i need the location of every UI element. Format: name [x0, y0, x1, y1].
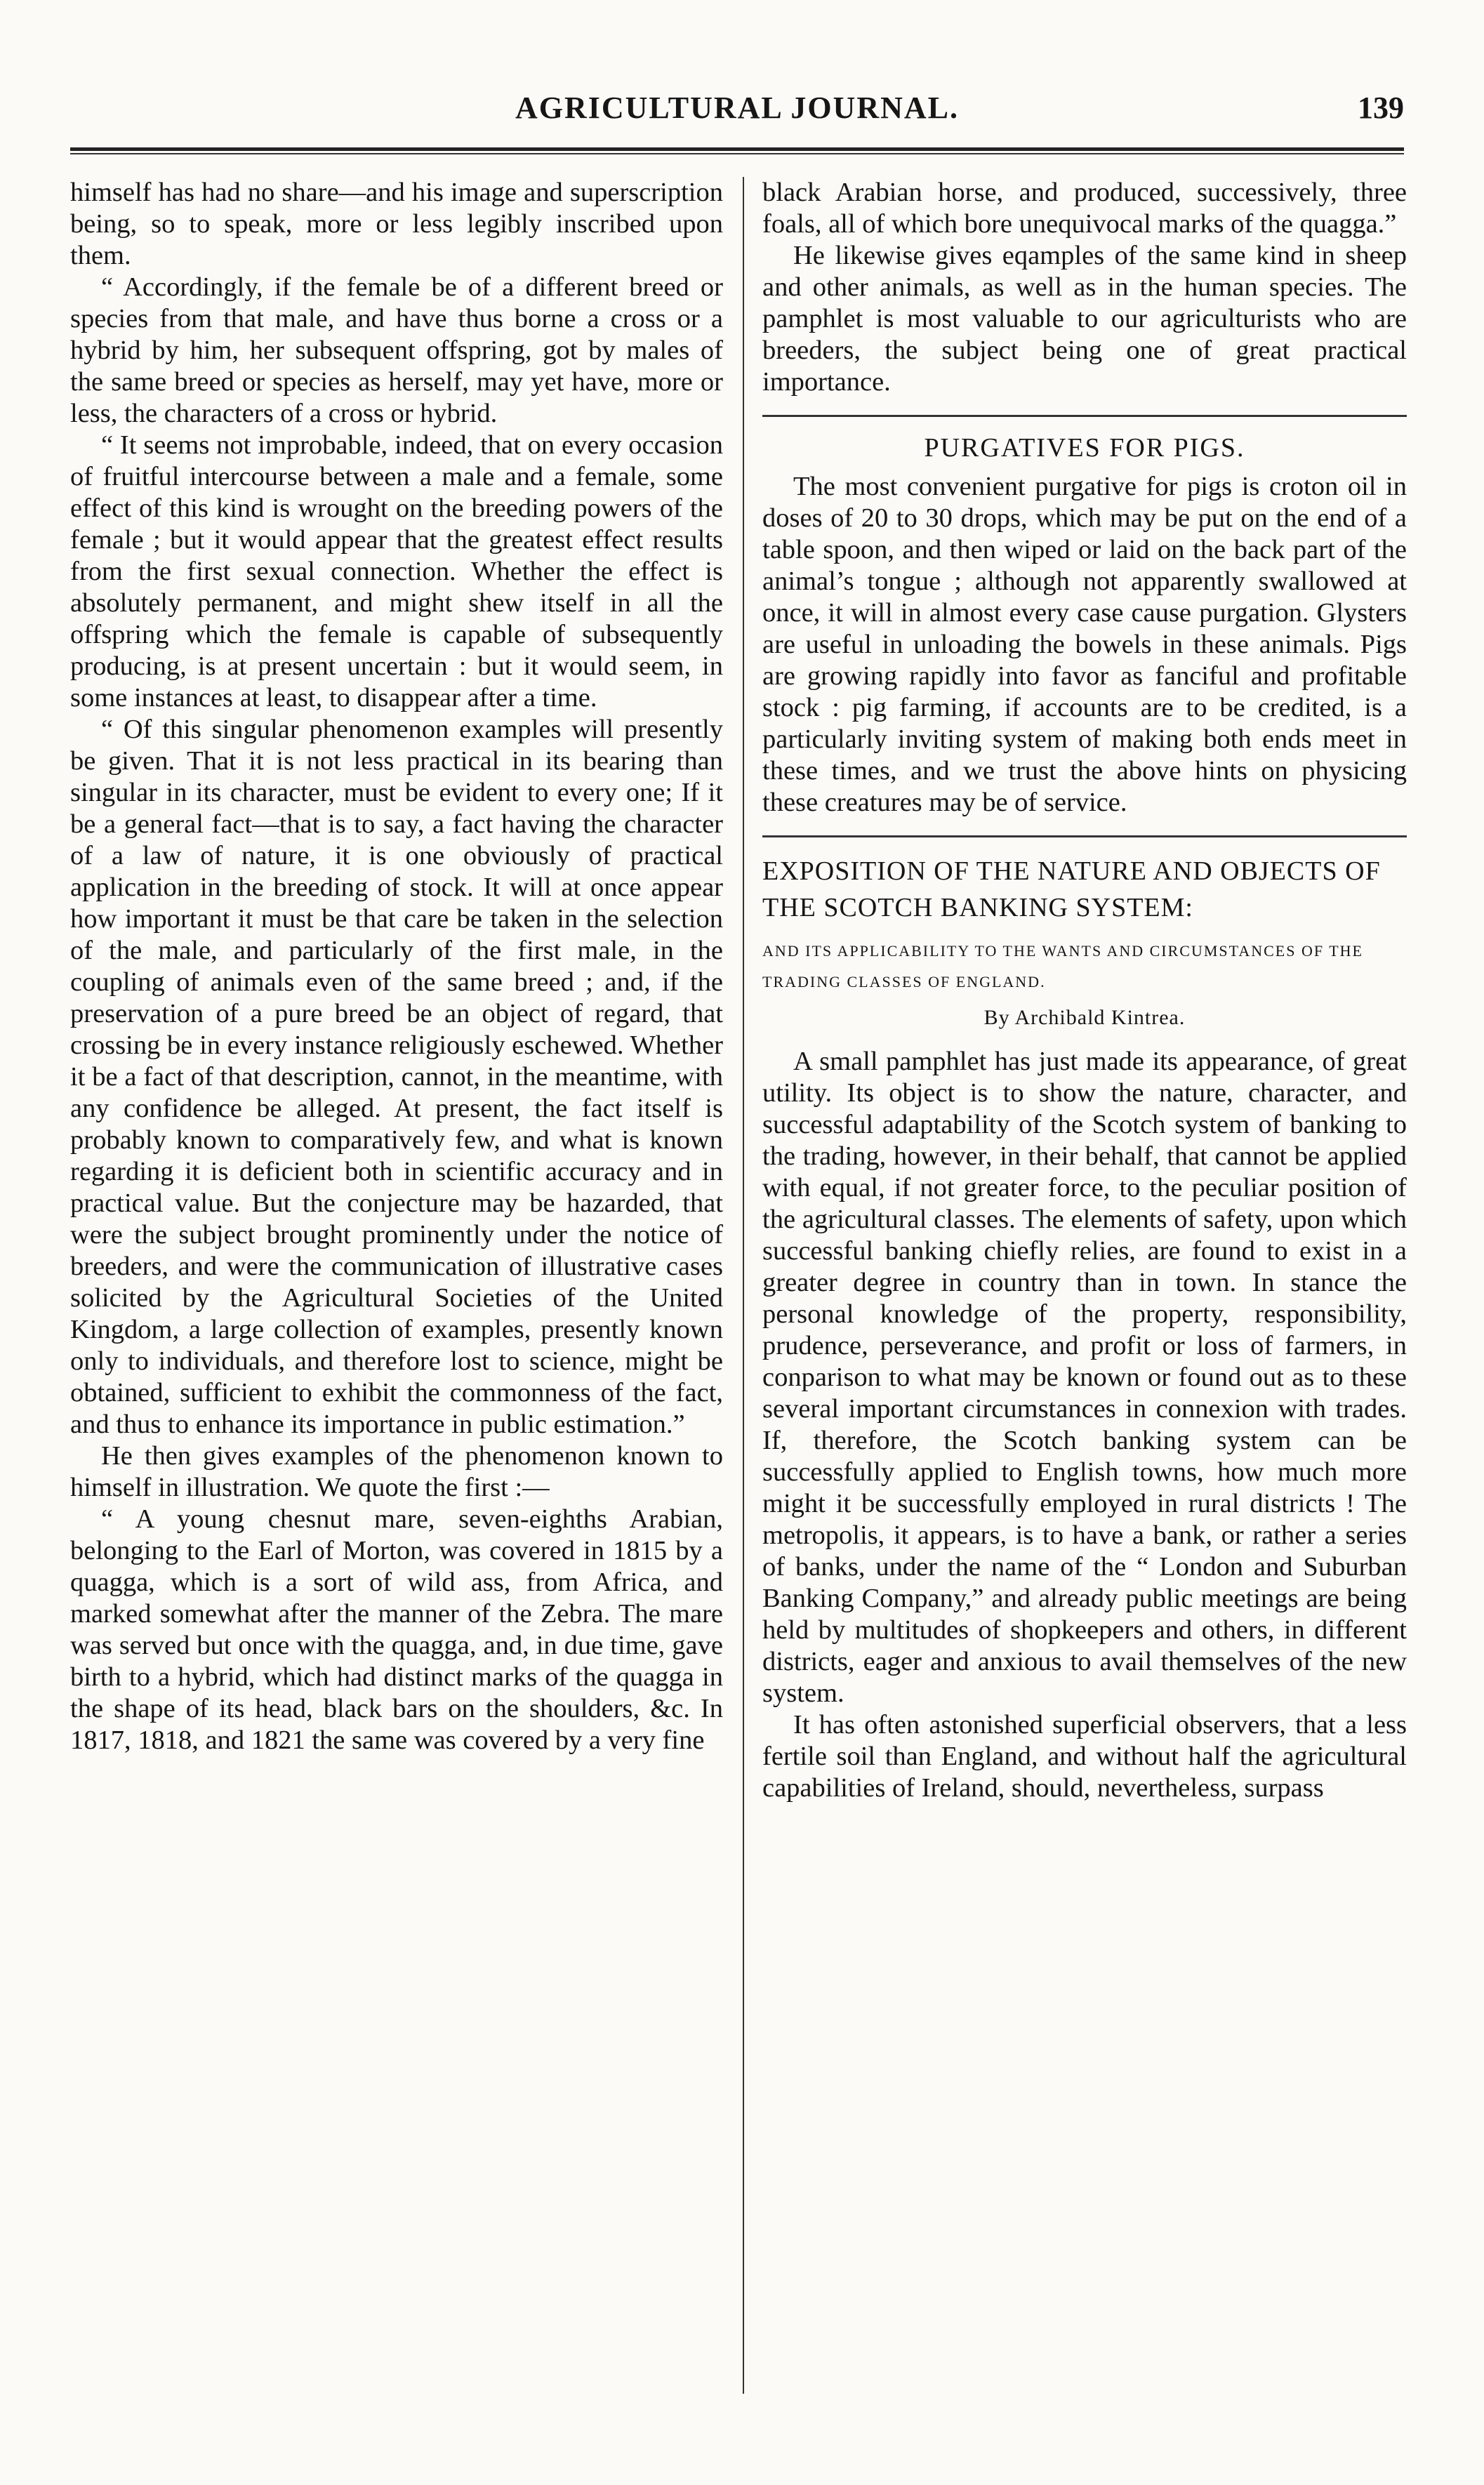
author-byline: By Archibald Kintrea. [983, 1006, 1186, 1029]
paragraph: A small pamphlet has just made its appearance, of great utility. Its object is to show the nature, character, and successful adaptability of the Scotch system of banking to the trading, however, in their behalf, that cannot be applied with equal, if not greater force, to the peculiar position of the agricultural classes. The elements of safety, upon which successful banking chiefly relies, are found to exist in a greater degree in country than in town. In stance the personal knowledge of the property, responsibility, prudence, perseverance, and profit or loss of farmers, in conparison to what may be known or found out as to these several important circumstances in connexion with trades. If, therefore, the Scotch banking system can be successfully applied to English towns, how much more might it be successfully employed in rural districts ! The metropolis, it appears, is to have a bank, or rather a series of banks, under the name of the “ London and Suburban Banking Company,” and already public meetings are being held by multitudes of shopkeepers and others, in different districts, eager and anxious to avail themselves of the new system. [762, 1047, 1407, 1708]
section-title-banking: EXPOSITION OF THE NATURE AND OBJECTS OF THE SCOTCH BANKING SYSTEM: [762, 856, 1381, 922]
journal-title: AGRICULTURAL JOURNAL. [515, 91, 960, 125]
right-column [762, 177, 1407, 2380]
paragraph: “ A young chesnut mare, seven-eighths Arabian, belonging to the Earl of Morton, was covered in 1815 by a quagga, which is a sort of wild ass, from Africa, and marked somewhat after the manner of the Zebra. The mare was served but once with the quagga, and, in due time, gave birth to a hybrid, which had distinct marks of the quagga in the shape of its head, black bars on the shoulders, &c. In 1817, 1818, and 1821 the same was covered by a very fine [70, 1504, 723, 1755]
header-rule-thin [70, 153, 1404, 154]
paragraph: “ It seems not improbable, indeed, that on every occasion of fruitful intercourse between a male and a female, some effect of this kind is wrought on the breeding powers of the female ; but it would appear that the greatest effect results from the first sexual connection. Whether the effect is absolutely permanent, and might shew itself in all the offspring which the female is capable of subsequently producing, is at present uncertain : but it would seem, in some instances at least, to disappear after a time. [70, 430, 723, 713]
left-column [70, 177, 723, 2380]
paragraph: He likewise gives eqamples of the same kind in sheep and other animals, as well as in the human species. The pamphlet is most valuable to our agriculturists who are breeders, the subject being one of great practical importance. [762, 241, 1407, 397]
section-subtitle: AND ITS APPLICABILITY TO THE WANTS AND CIRCUMSTANCES OF THE TRADING CLASSES OF ENGLAND. [762, 942, 1363, 990]
paragraph: himself has had no share—and his image and superscription being, so to speak, more or less legibly inscribed upon them. [70, 178, 723, 270]
section-rule [762, 415, 1407, 417]
section-rule [762, 835, 1407, 837]
paragraph: “ Accordingly, if the female be of a different breed or species from that male, and have thus borne a cross or a hybrid by him, her subsequent offspring, got by males of the same breed or species as herself, may yet have, more or less, the characters of a cross or hybrid. [70, 272, 723, 428]
paragraph: He then gives examples of the phenomenon known to himself in illustration. We quote the first :— [70, 1441, 723, 1502]
paragraph: It has often astonished superficial observers, that a less fertile soil than England, and without half the agricultural capabilities of Ireland, should, nevertheless, surpass [762, 1710, 1407, 1803]
page-number: 139 [1358, 91, 1404, 125]
paragraph: The most convenient purgative for pigs is croton oil in doses of 20 to 30 drops, which may be put on the end of a table spoon, and then wiped or laid on the back part of the animal’s tongue ; although not apparently swallowed at once, it will in almost every case cause purgation. Glysters are useful in unloading the bowels in these animals. Pigs are growing rapidly into favor as fanciful and profitable stock : pig farming, if accounts are to be credited, is a particularly inviting system of making both ends meet in these times, and we trust the above hints on physicing these creatures may be of service. [762, 472, 1407, 817]
running-header [70, 90, 1404, 135]
section-title-purgatives: PURGATIVES FOR PIGS. [924, 433, 1245, 463]
paragraph: “ Of this singular phenomenon examples will presently be given. That it is not less practical in its bearing than singular in its character, must be evident to every one; If it be a general fact—that is to say, a fact having the character of a law of nature, it is one obviously of practical application in the breeding of stock. It will at once appear how important it must be that care be taken in the selection of the male, and particularly of the first male, in the coupling of animals even of the same breed ; and, if the preservation of a pure breed be an object of regard, that crossing be in every instance religiously eschewed. Whether it be a fact of that description, cannot, in the meantime, with any confidence be alleged. At present, the fact itself is probably known to comparatively few, and what is known regarding it is deficient both in scientific accuracy and in practical value. But the conjecture may be hazarded, that were the subject brought prominently under the notice of breeders, and were the communication of illustrative cases solicited by the Agricultural Societies of the United Kingdom, a large collection of examples, presently known only to individuals, and therefore lost to science, might be obtained, sufficient to exhibit the commonness of the fact, and thus to enhance its importance in public estimation.” [70, 715, 723, 1439]
header-rule [70, 147, 1404, 151]
column-divider [743, 177, 744, 2394]
paragraph: black Arabian horse, and produced, successively, three foals, all of which bore unequivocal marks of the quagga.” [762, 178, 1407, 239]
